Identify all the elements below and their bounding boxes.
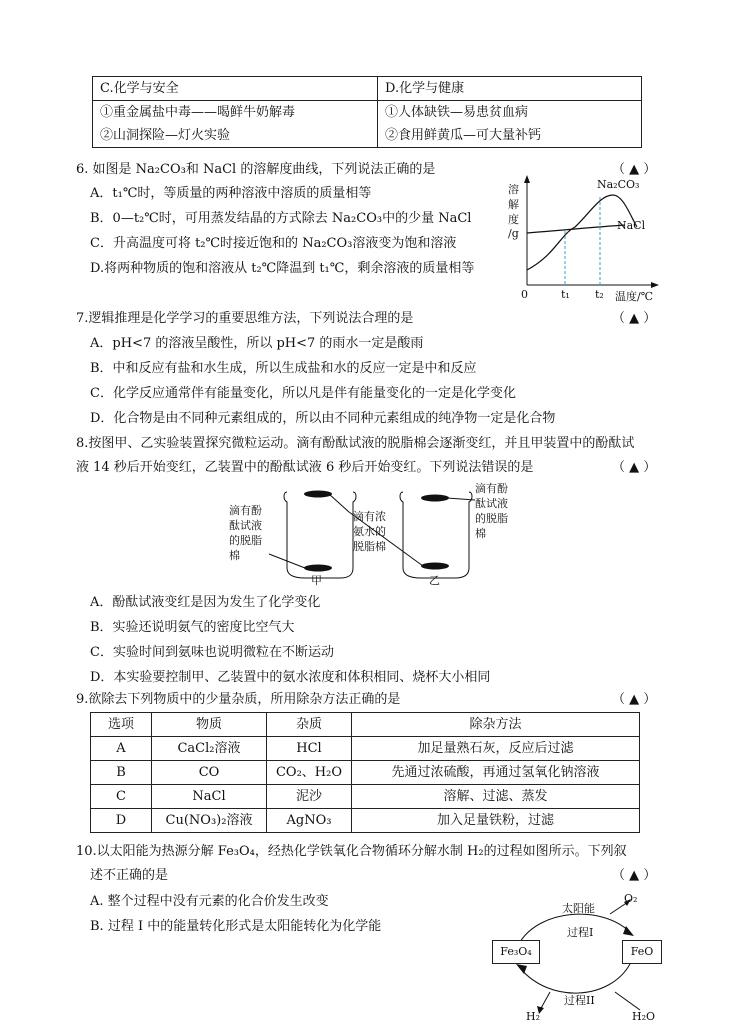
- graph-xlabel: 温度/℃: [615, 290, 654, 303]
- q8-mid-label: 脱脂棉: [353, 540, 386, 553]
- q10-option-b: B. 过程 I 中的能量转化形式是太阳能转化为化学能: [90, 919, 382, 934]
- q10-label-process1: 过程I: [567, 926, 594, 939]
- q8-stem-line2: 液 14 秒后开始变红，乙装置中的酚酞试液 6 秒后开始变红。下列说法错误的是: [76, 460, 534, 475]
- top-table-header-c: C.化学与安全: [93, 77, 378, 101]
- q10-label-o2: O₂: [624, 892, 638, 905]
- q9-cell: HCl: [267, 737, 352, 761]
- q9-cell: 先通过浓硫酸，再通过氢氧化钠溶液: [352, 761, 640, 785]
- q9-cell: CaCl₂溶液: [152, 737, 267, 761]
- graph-label-nacl: NaCl: [617, 219, 646, 232]
- q8-left-label: 棉: [229, 549, 240, 562]
- q7-option-a: A．pH<7 的溶液呈酸性，所以 pH<7 的雨水一定是酸雨: [90, 336, 424, 351]
- q8-label-yi: 乙: [429, 574, 440, 587]
- q10-answer-mark: （ ▲ ）: [612, 868, 657, 883]
- q8-label-jia: 甲: [311, 574, 322, 587]
- q8-mid-label: 氨水的: [353, 525, 386, 538]
- top-table-cell: ①人体缺铁—易患贫血病: [378, 101, 642, 125]
- q9-cell: NaCl: [152, 785, 267, 809]
- q9-cell: 泥沙: [267, 785, 352, 809]
- q9-cell: CO: [152, 761, 267, 785]
- q9-answer-mark: （ ▲ ）: [612, 692, 657, 707]
- q9-stem: 9.欲除去下列物质中的少量杂质，所用除杂方法正确的是: [76, 692, 401, 707]
- q8-option-a: A．酚酞试液变红是因为发生了化学变化: [90, 595, 321, 610]
- q8-apparatus-figure: [225, 480, 525, 588]
- q6-option-b: B．0—t₂℃时，可用蒸发结晶的方式除去 Na₂CO₃中的少量 NaCl: [90, 211, 472, 226]
- q7-option-d: D．化合物是由不同种元素组成的，所以由不同种元素组成的纯净物一定是化合物: [90, 411, 556, 426]
- q9-cell: 溶解、过滤、蒸发: [352, 785, 640, 809]
- graph-t2: t₂: [595, 288, 604, 301]
- q8-option-c: C．实验时间到氨味也说明微粒在不断运动: [90, 645, 334, 660]
- solubility-graph: [505, 175, 670, 305]
- q10-box-fe3o4: Fe₃O₄: [492, 940, 540, 964]
- q6-answer-mark: （ ▲ ）: [612, 162, 657, 177]
- top-table-cell: ②山洞探险—灯火实验: [93, 124, 378, 148]
- q10-label-h2: H₂: [526, 1010, 541, 1023]
- q8-mid-label: 滴有浓: [353, 510, 386, 523]
- q10-label-h2o: H₂O: [632, 1010, 656, 1023]
- q9-cell: B: [91, 761, 152, 785]
- q8-answer-mark: （ ▲ ）: [612, 460, 657, 475]
- q10-option-a: A. 整个过程中没有元素的化合价发生改变: [90, 894, 329, 909]
- q6-option-c: C．升高温度可将 t₂℃时接近饱和的 Na₂CO₃溶液变为饱和溶液: [90, 236, 457, 251]
- top-table-cell: ②食用鲜黄瓜—可大量补钙: [378, 124, 642, 148]
- top-table-cell: ①重金属盐中毒——喝鲜牛奶解毒: [93, 101, 378, 125]
- q10-stem-line2: 述不正确的是: [90, 868, 169, 883]
- top-table: [92, 76, 642, 148]
- q6-option-a: A．t₁℃时，等质量的两种溶液中溶质的质量相等: [90, 186, 372, 201]
- q9-cell: C: [91, 785, 152, 809]
- graph-ylabel: /g: [508, 227, 519, 240]
- q10-stem-line1: 10.以太阳能为热源分解 Fe₃O₄，经热化学铁氧化合物循环分解水制 H₂的过程如图所示。下列叙: [76, 844, 627, 859]
- q9-cell: Cu(NO₃)₂溶液: [152, 809, 267, 833]
- q7-stem: 7.逻辑推理是化学学习的重要思维方法，下列说法合理的是: [76, 311, 414, 326]
- table-row: [91, 737, 640, 761]
- q7-option-b: B．中和反应有盐和水生成，所以生成盐和水的反应一定是中和反应: [90, 361, 477, 376]
- q10-box-feo: FeO: [622, 940, 662, 964]
- q10-cycle-diagram: [490, 892, 670, 1030]
- graph-origin: 0: [521, 288, 528, 301]
- table-row: [91, 809, 640, 833]
- q8-right-label: 的脱脂: [475, 512, 508, 525]
- graph-t1: t₁: [561, 288, 570, 301]
- q8-option-d: D．本实验要控制甲、乙装置中的氨水浓度和体积相同、烧杯大小相同: [90, 670, 491, 685]
- q8-right-label: 棉: [475, 527, 486, 540]
- q9-header: 杂质: [267, 713, 352, 737]
- q7-option-c: C．化学反应通常伴有能量变化，所以凡是伴有能量变化的一定是化学变化: [90, 386, 516, 401]
- graph-ylabel: 度: [508, 213, 519, 226]
- q6-option-d: D.将两种物质的饱和溶液从 t₂℃降温到 t₁℃，剩余溶液的质量相等: [90, 261, 475, 276]
- q9-header: 物质: [152, 713, 267, 737]
- q9-table: [90, 712, 640, 833]
- q8-option-b: B．实验还说明氨气的密度比空气大: [90, 620, 295, 635]
- q9-cell: 加足量熟石灰，反应后过滤: [352, 737, 640, 761]
- q8-right-label: 滴有酚: [475, 482, 508, 495]
- q8-left-label: 酞试液: [229, 519, 262, 532]
- q9-cell: A: [91, 737, 152, 761]
- table-row: [91, 761, 640, 785]
- graph-ylabel: 溶: [508, 183, 519, 196]
- graph-label-na2co3: Na₂CO₃: [597, 178, 640, 191]
- q8-stem-line1: 8.按图甲、乙实验装置探究微粒运动。滴有酚酞试液的脱脂棉会逐渐变红，并且甲装置中的酚酞试: [76, 436, 635, 451]
- q8-left-label: 滴有酚: [229, 504, 262, 517]
- q10-label-sun: 太阳能: [562, 902, 595, 915]
- graph-ylabel: 解: [508, 198, 519, 211]
- q9-header: 选项: [91, 713, 152, 737]
- table-row: [91, 785, 640, 809]
- top-table-header-d: D.化学与健康: [378, 77, 642, 101]
- q9-cell: 加入足量铁粉，过滤: [352, 809, 640, 833]
- q9-cell: AgNO₃: [267, 809, 352, 833]
- q10-label-process2: 过程II: [564, 994, 595, 1007]
- q9-cell: CO₂、H₂O: [267, 761, 352, 785]
- q8-right-label: 酞试液: [475, 497, 508, 510]
- q6-stem: 6. 如图是 Na₂CO₃和 NaCl 的溶解度曲线，下列说法正确的是: [76, 162, 436, 177]
- q7-answer-mark: （ ▲ ）: [612, 311, 657, 326]
- q9-cell: D: [91, 809, 152, 833]
- q9-header: 除杂方法: [352, 713, 640, 737]
- q8-left-label: 的脱脂: [229, 534, 262, 547]
